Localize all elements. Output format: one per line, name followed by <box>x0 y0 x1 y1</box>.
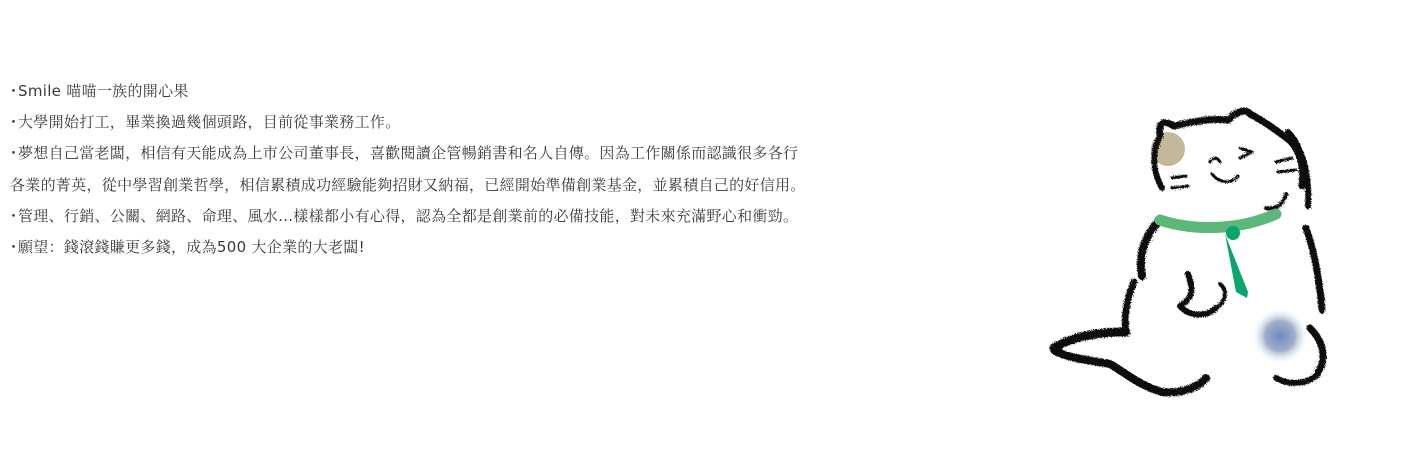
bullet: ・ <box>6 82 22 100</box>
intro-text: 各業的菁英，從中學習創業哲學，相信累積成功經驗能夠招財又納福，已經開始準備創業基金，並累積自己的好信用。 <box>10 175 806 194</box>
intro-text: 管理、行銷、公關、網路、命理、風水…樣樣都小有心得，認為全都是創業前的必備技能，對未來充滿野心和衝勁。 <box>18 206 799 225</box>
intro-line-1 <box>6 76 906 107</box>
intro-text: 大學開始打工，畢業換過幾個頭路，目前從事業務工作。 <box>18 113 401 132</box>
intro-line-5 <box>6 232 906 263</box>
collar <box>1160 214 1276 228</box>
intro-line-3-continued <box>6 170 906 201</box>
intro-line-2 <box>6 107 906 138</box>
tie-knot <box>1226 226 1240 240</box>
bullet: ・ <box>6 144 22 163</box>
intro-list <box>6 76 906 263</box>
intro-line-4 <box>6 201 906 232</box>
bullet: ・ <box>6 238 22 257</box>
intro-text: 夢想自己當老闆，相信有天能成為上市公司董事長，喜歡閱讀企管暢銷書和名人自傳。因為工作關係而認識很多各行 <box>18 144 799 163</box>
intro-text: 願望：錢滾錢賺更多錢，成為500 大企業的大老闆! <box>18 238 365 257</box>
bullet: ・ <box>6 113 22 132</box>
tie <box>1225 234 1248 298</box>
coin <box>1253 309 1307 363</box>
intro-text: Smile 喵喵一族的開心果 <box>18 82 189 100</box>
intro-line-3 <box>6 138 906 169</box>
bullet: ・ <box>6 206 22 225</box>
lucky-cat-illustration <box>1040 96 1340 406</box>
